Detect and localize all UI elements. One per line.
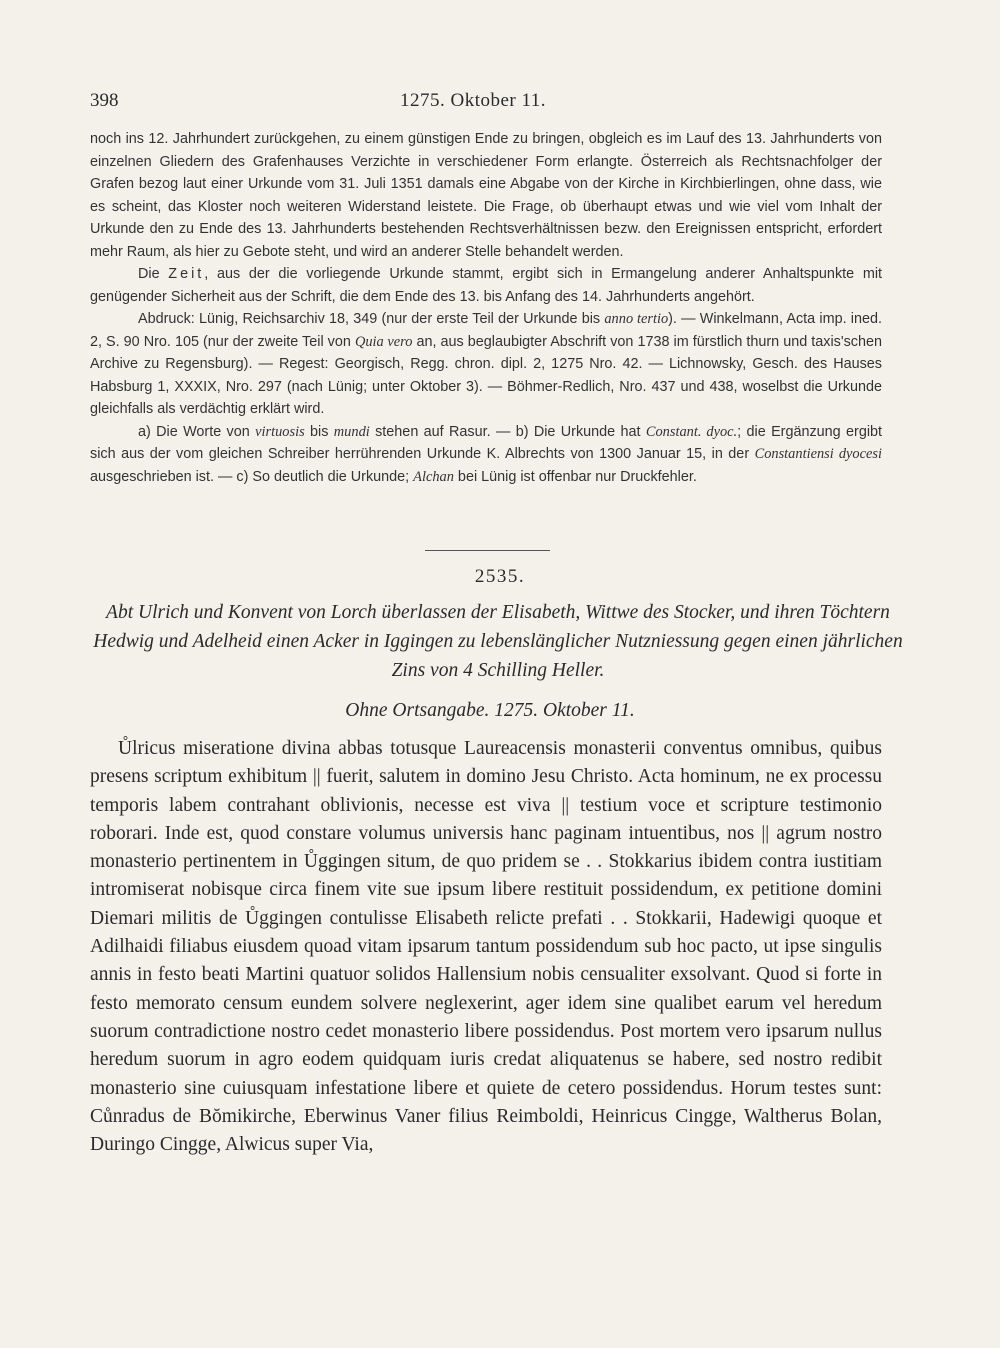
note-text: stehen auf Rasur. — b) Die Urkunde hat	[369, 423, 646, 440]
commentary-notes	[90, 128, 882, 488]
note-text: ausgeschrieben ist. — c) So deutlich die Urkunde;	[90, 468, 414, 485]
italic-term: Quia vero	[354, 333, 413, 350]
separator-rule	[425, 550, 550, 551]
italic-term: mundi	[333, 423, 370, 440]
italic-term: Constantiensi dyocesi	[754, 446, 882, 462]
note-paragraph	[90, 263, 882, 308]
running-head-date: 1275. Oktober 11.	[400, 90, 547, 111]
document-date: Ohne Ortsangabe. 1275. Oktober 11.	[345, 700, 635, 721]
note-text: Abdruck: Lünig, Reichsarchiv 18, 349 (nur der erste Teil der Urkunde bis	[138, 311, 605, 327]
document-title: Abt Ulrich und Konvent von Lorch überlassen der Elisabeth, Wittwe des Stocker, und ihren Töchtern Hedwig und Adelheid einen Acker in Iggingen zu lebenslänglicher Nutzniessung gegen einen jährlichen Zins von 4 Schilling Heller.	[93, 602, 903, 681]
note-text: noch ins 12. Jahrhundert zurückgehen, zu einem günstigen Ende zu bringen, obgleich es im Lauf des 13. Jahrhunderts von einzelnen Gliedern des Grafenhauses Verzichte in verschiedener Form erlangte. Österreich als Rechtsnachfolger der Grafen bezog laut einer Urkunde vom 31. Juli 1351 damals eine Abgabe von der Kirche in Kirchbierlingen, ohne dass, wie es scheint, das Kloster noch weiteren Widerstand leistete. Die Frage, ob überhaupt etwas und wie viel vom Inhalt der Urkunde den zu Ende des 13. Jahrhunderts bestehenden Rechtsverhältnissen bezw. den Ereignissen entspricht, erfordert mehr Raum, als hier zu Gebote steht, und wird an anderer Stelle behandelt werden.	[90, 131, 882, 260]
note-text: bei Lünig ist offenbar nur Druckfehler.	[453, 468, 697, 485]
note-text: a) Die Worte von	[138, 423, 256, 440]
note-text: Die	[138, 266, 169, 282]
note-text: ). — Winkelmann, Acta imp. ined. 2, S. 90 Nro. 105 (nur der zweite Teil von	[90, 311, 882, 350]
italic-term: anno tertio	[604, 311, 669, 327]
spaced-word: Zeit	[168, 266, 205, 282]
note-paragraph	[90, 128, 882, 263]
italic-term: Alchan	[413, 468, 454, 485]
note-text: , aus der die vorliegende Urkunde stammt, ergibt sich in Ermangelung anderer Anhaltspunkte mit genügender Sicherheit aus der Schrift, die dem Ende des 13. bis Anfang des 14. Jahrhunderts angehört.	[90, 266, 883, 305]
page-number: 398	[90, 90, 119, 111]
page-header	[90, 90, 880, 120]
footnote-paragraph	[90, 421, 882, 489]
charter-paragraph: Ůlricus miseratione divina abbas totusque Laureacensis monasterii conventus omnibus, quibus presens scriptum exhibitum || fuerit, salutem in domino Jesu Christo. Acta hominum, ne ex processu temporis labem contrahant oblivionis, necesse est viva || testium voce et scripture testimonio roborari. Inde est, quod constare volumus universis hanc paginam intuentibus, nos || agrum nostro monasterio pertinentem in Ůggingen situm, de quo pridem se . . Stokkarius ibidem contra iustitiam intromiserat nobisque circa finem vite sue ipsum libere restituit possidendum, ex petitione domini Diemari militis de Ůggingen contulisse Elisabeth relicte prefati . . Stokkarii, Hadewigi quoque et Adilhaidi filiabus eiusdem quoad vitam ipsarum tantum possidendum sub hoc pacto, ut ipse singulis annis in festo beati Martini quatuor solidos Hallensium nobis censualiter exsolvant. Quod si forte in festo memorato censum eundem solvere neglexerint, ager idem sine qualibet earum vel heredum suorum contradictione nostro cedet monasterio libere possidendus. Post mortem vero ipsarum nullus heredum suorum in agro eodem quidquam iuris credat aliquatenus se habere, sed nostro redibit monasterio sine cuiusquam infestatione libere et quiete de cetero possidendus. Horum testes sunt: Cůnradus de Bŏmikirche, Eberwinus Vaner filius Reimboldi, Heinricus Cingge, Waltherus Bolan, Duringo Cingge, Alwicus super Via,	[90, 738, 882, 1156]
note-paragraph	[90, 308, 882, 421]
italic-term: virtuosis	[255, 423, 305, 440]
note-text: bis	[304, 423, 334, 440]
note-text: an, aus beglaubigter Abschrift von 1738 im fürstlich thurn und taxis'schen Archive zu Regensburg). — Regest: Georgisch, Regg. chron. dipl. 2, 1275 Nro. 42. — Lichnowsky, Gesch. des Hauses Habsburg 1, XXXIX, Nro. 297 (nach Lünig; unter Oktober 3). — Böhmer-Redlich, Nro. 437 und 438, woselbst die Urkunde gleichfalls als verdächtig erklärt wird.	[90, 333, 882, 417]
note-text: ; die Ergänzung ergibt sich aus der vom gleichen Schreiber herrührenden Urkunde K. Albrechts von 1300 Januar 15, in der	[90, 423, 883, 462]
italic-term: Constant. dyoc.	[645, 423, 738, 440]
document-number: 2535.	[474, 566, 526, 587]
charter-text	[90, 735, 882, 1159]
